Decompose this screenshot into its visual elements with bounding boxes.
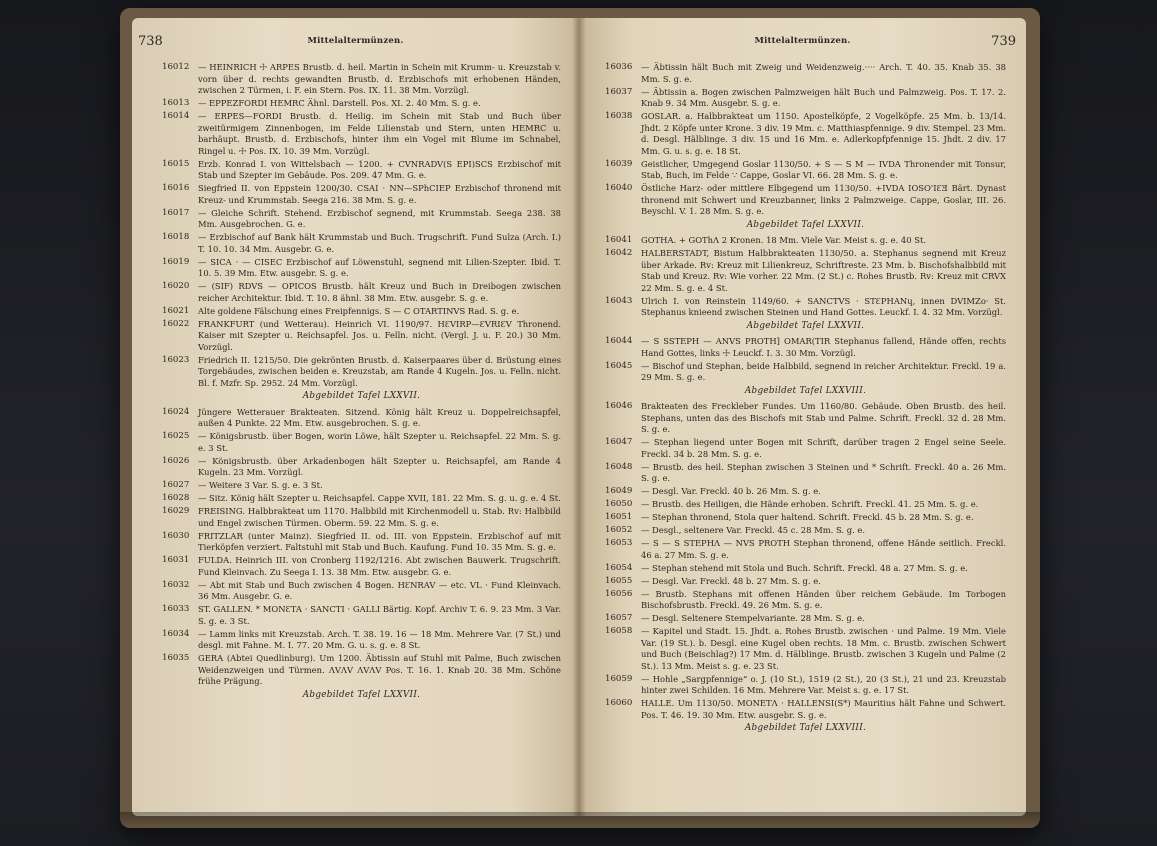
lot-number: 16035 <box>162 653 190 663</box>
lot-description: — S — S STEPHΛ — NVS PROTH Stephan thronend, offene Hände seitlich. Freckl. 46 a. 27 Mm. S. g. e. <box>641 538 1006 560</box>
lot-number: 16026 <box>162 455 190 466</box>
catalog-entry <box>162 98 561 110</box>
lot-number: 16023 <box>162 354 190 365</box>
lot-description: — Brustb. Stephans mit offenen Händen über reichem Gebäude. Im Torbogen Bischofsbrustb. Freckl. 49. 26 Mm. S. g. e. <box>641 588 1006 610</box>
right-running-title: Mittelaltermünzen. <box>754 36 851 46</box>
catalog-entry <box>162 531 561 554</box>
lot-number: 16018 <box>162 232 190 242</box>
lot-number: 16042 <box>605 248 633 258</box>
plate-reference: Abgebildet Tafel LXXVIII. <box>744 385 867 396</box>
catalog-entry <box>605 512 1006 524</box>
lot-description: — Weitere 3 Var. S. g. e. 3 St. <box>198 480 323 490</box>
catalog-entry <box>605 563 1006 575</box>
lot-description: Friedrich II. 1215/50. Die gekrönten Brustb. d. Kaiserpaares über d. Brüstung eines Torgebäudes, zwischen beiden e. Kreuzstab, am Rande 4 Kugeln. Jos. u. Felln. nicht. Bl. f. Mzfr. Sp. 2952. 24 Mm. Vorzügl. <box>198 354 561 388</box>
catalog-entry <box>605 589 1006 612</box>
catalog-entry <box>162 232 561 255</box>
catalog-entry <box>162 629 561 652</box>
catalog-entry <box>605 248 1006 294</box>
lot-description: — Sitz. König hält Szepter u. Reichsapfel. Cappe XVII, 181. 22 Mm. S. g. u. g. e. 4 St. <box>198 493 561 503</box>
catalog-entry <box>162 480 561 492</box>
lot-number: 16022 <box>162 318 190 329</box>
lot-number: 16059 <box>605 673 633 684</box>
catalog-entry <box>162 580 561 603</box>
catalog-entry <box>162 281 561 304</box>
lot-number: 16012 <box>162 62 190 72</box>
catalog-entry <box>605 159 1006 182</box>
lot-description: ST. GALLEN. * MONƐTA · SANCTI · GALLI Bärtig. Kopf. Archiv T. 6. 9. 23 Mm. 3 Var. S. g. e. 3 St. <box>198 604 561 626</box>
lot-number: 16030 <box>162 530 190 541</box>
lot-description: HALBERSTADT, Bistum Halbbrakteaten 1130/50. a. Stephanus segnend mit Kreuz über Arkade. Rv: Kreuz mit Lilienkreuz, Schriftreste. 23 Mm. b. Bischofshalbbild mit Stab und Kreuz. Rv: Wie vorher. 22 Mm. (2 St.) c. Rohes Brustb. Rv: Kreuz mit CRVX 22 Mm. S. g. e. 4 St. <box>641 248 1006 293</box>
catalog-entry <box>605 462 1006 485</box>
catalog-entry <box>605 613 1006 625</box>
lot-description: — Desgl., seltenere Var. Freckl. 45 c. 28 Mm. S. g. e. <box>641 525 866 535</box>
lot-description: — S SSTEPH — ANVS PROTH] OMAR(TIR Stephanus fallend, Hände offen, rechts Hand Gottes, links ☩ Leuckf. I. 3. 30 Mm. Vorzügl. <box>641 336 1006 358</box>
plate-reference: Abgebildet Tafel LXXVII. <box>302 391 421 401</box>
lot-number: 16033 <box>162 604 190 614</box>
lot-description: Brakteaten des Freckleber Fundes. Um 1160/80. Gebäude. Oben Brustb. des heil. Stephans, unten das des Bischofs mit Stab und Palme. Schrift. Freckl. 32 d. 28 Mm. S. g. e. <box>641 401 1006 434</box>
lot-number: 16016 <box>162 183 190 193</box>
lot-description: FRANKFURT (und Wetterau). Heinrich VI. 1190/97. HƐVIRP—ƐVRIƐV Thronend. Kaiser mit Szepter u. Reichsapfel. Jos. u. Felln. nicht. (Vergl. J. u. F. 20.) 30 Mm. Vorzügl. <box>198 318 561 352</box>
lot-description: Siegfried II. von Eppstein 1200/30. CSAI · NN—SPhCIEP Erzbischof thronend mit Kreuz- und Krummstab. Seega 216. 38 Mm. S. g. e. <box>198 183 561 205</box>
left-running-head <box>132 34 579 50</box>
lot-description: GOTHA. + GOThΛ 2 Kronen. 18 Mm. Viele Var. Meist s. g. e. 40 St. <box>641 235 926 245</box>
lot-description: — Kapitel und Stadt. 15. Jhdt. a. Rohes Brustb. zwischen · und Palme. 19 Mm. Viele Var. (19 St.). b. Desgl. eine Kugel oben rechts. 18 Mm. c. Brustb. zwischen Schwert und Buch (Beischlag?) 17 Mm. d. Hälblinge. Brustb. zwischen 3 Kugeln und Palme (2 St.). 13 Mm. Meist s. g. e. 23 St. <box>641 626 1006 671</box>
catalog-entry <box>162 319 561 354</box>
lot-number: 16019 <box>162 256 190 267</box>
catalog-entry <box>605 401 1006 436</box>
catalog-entry <box>162 306 561 318</box>
left-page-number: 738 <box>138 34 163 49</box>
lot-number: 16060 <box>605 698 633 708</box>
lot-number: 16014 <box>162 111 190 121</box>
catalog-entry <box>605 361 1006 384</box>
lot-number: 16015 <box>162 158 190 169</box>
catalog-entry <box>162 159 561 182</box>
lot-number: 16056 <box>605 588 633 599</box>
catalog-entry <box>162 257 561 280</box>
lot-number: 16021 <box>162 305 190 316</box>
catalog-entry <box>605 626 1006 672</box>
catalog-entry <box>605 499 1006 511</box>
lot-number: 16034 <box>162 628 190 639</box>
lot-number: 16037 <box>605 86 633 97</box>
lot-number: 16036 <box>605 62 633 72</box>
lot-description: Östliche Harz- oder mittlere Elbgegend um 1130/50. +IVDA IOSO'IƐƎ Bärt. Dynast thronend mit Schwert und Kreuzbanner, links 2 Palmzweige. Cappe, Goslar, III. 26. Beyschl. V. 1. 28 Mm. S. g. e. <box>641 183 1006 216</box>
lot-number: 16044 <box>605 336 633 346</box>
lot-number: 16054 <box>605 562 633 573</box>
catalog-entry <box>605 235 1006 247</box>
lot-description: Geistlicher, Umgegend Goslar 1130/50. + S — S M — IVDA Thronender mit Tonsur, Stab, Buch, im Felde ∵ Cappe, Goslar VI. 66. 28 Mm. S. g. e. <box>641 158 1006 180</box>
book-gutter <box>572 18 586 816</box>
catalog-entry <box>162 431 561 454</box>
catalog-entry <box>162 407 561 430</box>
lot-number: 16051 <box>605 512 633 522</box>
lot-description: — Stephan liegend unter Bogen mit Schrift, darüber tragen 2 Engel seine Seele. Freckl. 34 b. 28 Mm. S. g. e. <box>641 437 1006 459</box>
lot-description: HALLE. Um 1130/50. MONETΛ · HALLENSI(S*) Mauritius hält Fahne und Schwert. Pos. T. 46. 19. 30 Mm. Etw. ausgebr. S. g. e. <box>641 698 1006 720</box>
lot-description: FREISING. Halbbrakteat um 1170. Halbbild mit Kirchenmodell u. Stab. Rv: Halbbild und Engel zwischen Türmen. Oberm. 59. 22 Mm. S. g. e. <box>198 506 561 528</box>
catalog-entry <box>605 336 1006 359</box>
lot-number: 16049 <box>605 486 633 496</box>
lot-number: 16029 <box>162 506 190 516</box>
lot-description: — Hohle „Sargpfennige“ o. J. (10 St.), 1519 (2 St.), 20 (3 St.), 21 und 23. Kreuzstab hinter zwei Schilden. 16 Mm. Mehrere Var. Meist s. g. e. 17 St. <box>641 673 1006 695</box>
catalog-entry <box>605 576 1006 588</box>
catalog-entry <box>162 506 561 529</box>
lot-number: 16048 <box>605 461 633 472</box>
lot-description: GERA (Abtei Quedlinburg). Um 1200. Äbtissin auf Stuhl mit Palme, Buch zwischen Weidenzweigen und Türmen. ΛVΛV ΛVΛV Pos. T. 16. 1. Knab 20. 38 Mm. Schöne frühe Prägung. <box>198 653 561 686</box>
catalog-entry <box>605 538 1006 561</box>
lot-description: — Äbtissin hält Buch mit Zweig und Weidenzweig.···· Arch. T. 40. 35. Knab 35. 38 Mm. S. g. e. <box>641 62 1006 84</box>
lot-number: 16047 <box>605 437 633 447</box>
lot-number: 16053 <box>605 538 633 548</box>
lot-description: — Desgl. Var. Freckl. 48 b. 27 Mm. S. g. e. <box>641 575 821 586</box>
lot-number: 16028 <box>162 493 190 503</box>
catalog-entry <box>605 62 1006 85</box>
lot-number: 16031 <box>162 555 190 565</box>
catalog-entry <box>605 437 1006 460</box>
lot-description: — ERPES—FORDI Brustb. d. Heilig. im Schein mit Stab und Buch über zweitürmigem Zinnenbogen, im Felde Lilienstab und Stern, unten HEMRC u. barhäupt. Brustb. d. Erzbischofs, hinter ihm ein Vogel mit Blume im Schnabel, Ringel u. ☩ Pos. IX. 10. 39 Mm. Vorzügl. <box>198 111 561 156</box>
lot-number: 16055 <box>605 575 633 586</box>
lot-number: 16032 <box>162 579 190 590</box>
catalog-entry <box>162 493 561 505</box>
book-shadow <box>120 812 1040 832</box>
lot-description: — Desgl. Var. Freckl. 40 b. 26 Mm. S. g. e. <box>641 486 821 496</box>
lot-number: 16025 <box>162 431 190 441</box>
lot-number: 16046 <box>605 401 633 411</box>
catalog-entry <box>162 62 561 97</box>
lot-description: — Desgl. Seltenere Stempelvariante. 28 Mm. S. g. e. <box>641 613 865 623</box>
lot-description: — Königsbrustb. über Bogen, worin Löwe, hält Szepter u. Reichsapfel. 22 Mm. S. g. e. 3 St. <box>198 431 561 453</box>
lot-description: — Brustb. des heil. Stephan zwischen 3 Steinen und * Schrift. Freckl. 40 a. 26 Mm. S. g. e. <box>641 461 1006 483</box>
catalog-entry <box>162 555 561 578</box>
lot-description: FRITZLAR (unter Mainz). Siegfried II. od. III. von Eppstein. Erzbischof auf mit Tierköpfen verziert. Faltstuhl mit Stab und Buch. Kaufung. Fund 10. 35 Mm. S. g. e. <box>198 530 561 552</box>
catalog-entry <box>605 183 1006 218</box>
lot-description: Jüngere Wetterauer Brakteaten. Sitzend. König hält Kreuz u. Doppelreichsapfel, außen 4 Punkte. 22 Mm. Etw. ausgebrochen. S. g. e. <box>198 406 561 428</box>
lot-number: 16058 <box>605 626 633 636</box>
catalog-entry <box>605 698 1006 721</box>
lot-description: Erzb. Konrad I. von Wittelsbach — 1200. + CVNRADV(S EPI)SCS Erzbischof mit Stab und Szepter im Gebäude. Pos. 209. 47 Mm. G. e. <box>198 158 561 180</box>
lot-number: 16013 <box>162 98 190 108</box>
plate-reference: Abgebildet Tafel LXXVII. <box>746 219 865 230</box>
left-entry-list <box>162 62 561 701</box>
catalog-entry <box>162 111 561 157</box>
lot-number: 16038 <box>605 111 633 121</box>
lot-number: 16052 <box>605 525 633 535</box>
plate-reference: Abgebildet Tafel LXXVIII. <box>744 723 867 733</box>
catalog-entry <box>162 183 561 206</box>
catalog-entry <box>605 296 1006 319</box>
left-page <box>132 18 579 816</box>
right-page <box>579 18 1026 816</box>
lot-number: 16057 <box>605 613 633 623</box>
lot-number: 16040 <box>605 183 633 193</box>
lot-description: — Erzbischof auf Bank hält Krummstab und Buch. Trugschrift. Fund Sulza (Arch. I.) T. 10. 10. 34 Mm. Ausgebr. G. e. <box>198 232 561 254</box>
lot-description: Ulrich I. von Reinstein 1149/60. + SANCTVS · STƐPHANɥ, innen DVIMZo· St. Stephanus knieend zwischen Steinen und Hand Gottes. Leuckf. I. 4. 32 Mm. Vorzügl. <box>641 295 1006 317</box>
plate-reference: Abgebildet Tafel LXXVII. <box>302 689 421 700</box>
lot-description: — Königsbrustb. über Arkadenbogen hält Szepter u. Reichsapfel, am Rande 4 Kugeln. 23 Mm. Vorzügl. <box>198 455 561 477</box>
lot-description: GOSLAR. a. Halbbrakteat um 1150. Apostelköpfe, 2 Vogelköpfe. 25 Mm. b. 13/14. Jhdt. 2 Köpfe unter Krone. 3 div. 19 Mm. c. Matthiaspfennige. 9 div. Stempel. 23 Mm. d. Desgl. Hälblinge. 3 div. 15 und 16 Mm. e. Adlerkopfpfennige 15. Jhdt. 2 div. 17 Mm. G. u. s. g. e. 18 St. <box>641 111 1006 156</box>
catalog-entry <box>605 87 1006 110</box>
right-running-head <box>579 34 1026 50</box>
lot-number: 16039 <box>605 158 633 169</box>
lot-description: — Lamm links mit Kreuzstab. Arch. T. 38. 19. 16 — 18 Mm. Mehrere Var. (7 St.) und desgl. mit Fahne. M. I. 77. 20 Mm. G. u. s. g. e. 8 St. <box>198 628 561 650</box>
catalog-entry <box>162 355 561 390</box>
lot-description: — (SIF) RDVS — OPICOS Brustb. hält Kreuz und Buch in Dreibogen zwischen reicher Architektur. Ibid. T. 10. 8 ähnl. 38 Mm. Etw. ausgebr. S. g. e. <box>198 281 561 303</box>
catalog-entry <box>162 456 561 479</box>
lot-number: 16050 <box>605 499 633 509</box>
catalog-entry <box>605 674 1006 697</box>
lot-description: FULDA. Heinrich III. von Cronberg 1192/1216. Abt zwischen Bauwerk. Trugschrift. Fund Kleinvach. Zu Seega I. 13. 38 Mm. Etw. ausgebr. G. e. <box>198 555 561 577</box>
lot-description: — Bischof und Stephan, beide Halbbild, segnend in reicher Architektur. Freckl. 19 a. 29 Mm. S. g. e. <box>641 360 1006 382</box>
left-running-title: Mittelaltermünzen. <box>307 36 404 46</box>
catalog-entry <box>162 604 561 627</box>
lot-description: — Brustb. des Heiligen, die Hände erhoben. Schrift. Freckl. 41. 25 Mm. S. g. e. <box>641 499 979 509</box>
catalog-entry <box>605 111 1006 157</box>
lot-description: — Abt mit Stab und Buch zwischen 4 Bogen. HƐNRAV — etc. VL · Fund Kleinvach. 36 Mm. Ausgebr. G. e. <box>198 579 561 601</box>
plate-reference: Abgebildet Tafel LXXVII. <box>746 320 865 331</box>
lot-number: 16027 <box>162 480 190 490</box>
lot-description: — Gleiche Schrift. Stehend. Erzbischof segnend, mit Krummstab. Seega 238. 38 Mm. Ausgebrochen. G. e. <box>198 207 561 229</box>
lot-number: 16041 <box>605 235 633 245</box>
lot-description: — HEINRICH ☩ ARPES Brustb. d. heil. Martin in Schein mit Krumm- u. Kreuzstab v. vorn über d. rechts gewandten Brustb. d. Erzbischofs mit erhobenen Händen, zwischen 2 Türmen, i. F. ein Stern. Pos. IX. 11. 38 Mm. Vorzügl. <box>198 62 561 95</box>
catalog-entry <box>605 525 1006 537</box>
lot-description: — Äbtissin a. Bogen zwischen Palmzweigen hält Buch und Palmzweig. Pos. T. 17. 2. Knab 9. 34 Mm. Ausgebr. S. g. e. <box>641 86 1006 108</box>
lot-description: — EPPEZFORDI HEMRC Ähnl. Darstell. Pos. XI. 2. 40 Mm. S. g. e. <box>198 98 481 108</box>
right-page-number: 739 <box>991 34 1016 49</box>
catalog-entry <box>162 653 561 688</box>
lot-number: 16045 <box>605 360 633 371</box>
lot-number: 16017 <box>162 207 190 218</box>
catalog-entry <box>605 486 1006 498</box>
lot-number: 16043 <box>605 295 633 306</box>
lot-description: — SICA · — CISEC Erzbischof auf Löwenstuhl, segnend mit Lilien-Szepter. Ibid. T. 10. 5. 39 Mm. Etw. ausgebr. S. g. e. <box>198 256 561 278</box>
right-entry-list <box>605 62 1006 735</box>
lot-description: Alte goldene Fälschung eines Freipfennigs. S — C OTARTINVS Rad. S. g. e. <box>198 305 520 316</box>
catalog-entry <box>162 208 561 231</box>
lot-number: 16020 <box>162 281 190 291</box>
lot-number: 16024 <box>162 406 190 417</box>
lot-description: — Stephan thronend, Stola quer haltend. Schrift. Freckl. 45 b. 28 Mm. S. g. e. <box>641 512 974 522</box>
lot-description: — Stephan stehend mit Stola und Buch. Schrift. Freckl. 48 a. 27 Mm. S. g. e. <box>641 562 968 573</box>
